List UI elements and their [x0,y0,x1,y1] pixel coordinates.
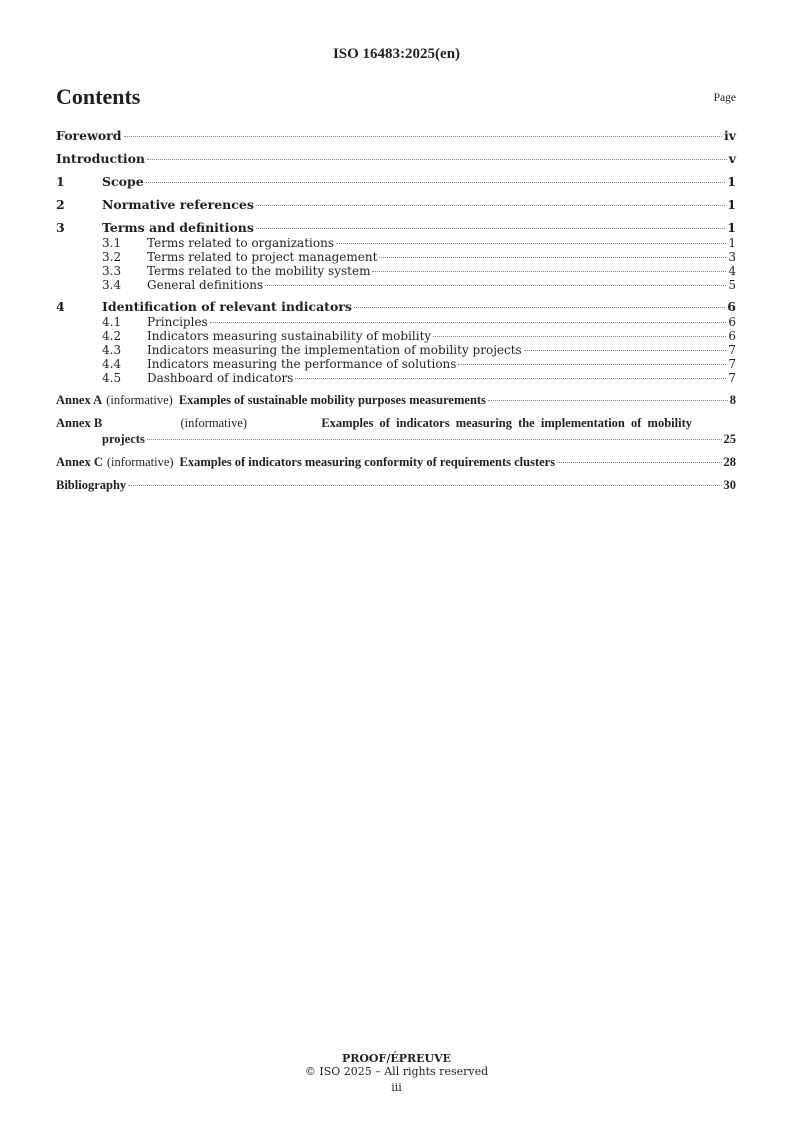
proof-label: PROOF/ÉPREUVE [341,1052,452,1065]
toc-entry-subclause-3-3[interactable] [56,264,736,278]
toc-entry-title: Identification of relevant indicators [102,299,352,314]
toc-entry-title: Indicators measuring the implementation of mobility projects [147,343,522,357]
toc-entry-clause-1[interactable] [56,174,736,190]
subclause-number: 3.2 [102,250,122,264]
toc-entry-title-line1: Examples of indicators measuring the implementation of mobility [321,416,692,430]
dot-leader [458,364,726,365]
toc-entry-page: 8 [729,393,736,407]
toc-entry-subclause-3-1[interactable] [56,236,736,250]
subclause-number: 4.4 [102,357,122,371]
copyright-notice: © ISO 2025 – All rights reserved [304,1065,489,1078]
subclause-number: 3.4 [102,278,122,292]
annex-label: Annex C [56,455,103,469]
toc-entry-title: Terms and definitions [102,220,254,235]
dot-leader [379,257,726,258]
annex-type: (informative) [106,455,174,469]
toc-entry-page: 1 [728,236,736,250]
dot-leader [210,322,727,323]
toc-entry-title: Bibliography [56,478,127,492]
toc-entry-page: 1 [727,220,736,235]
toc-entry-foreword[interactable] [56,128,736,144]
toc-entry-subclause-3-2[interactable] [56,250,736,264]
toc-entry-bibliography[interactable] [56,477,736,493]
toc-entry-subclause-3-4[interactable] [56,278,736,292]
toc-entry-clause-3[interactable] [56,220,736,236]
subclause-number: 4.1 [102,315,122,329]
toc-entry-page: 1 [727,174,736,189]
annex-label: Annex A [56,393,103,407]
toc-entry-annex-a[interactable] [56,392,736,408]
toc-entry-subclause-4-5[interactable] [56,371,736,385]
toc-entry-subclause-4-1[interactable] [56,315,736,329]
toc-entry-page: 30 [723,478,736,492]
toc-entry-annex-c[interactable] [56,454,736,470]
toc-entry-title: Terms related to organizations [147,236,334,250]
subclause-number: 4.2 [102,329,122,343]
toc-entry-title: Principles [147,315,208,329]
annex-b-first-line [56,415,692,431]
annex-label: Annex B [56,416,103,430]
page-footer [0,1052,793,1094]
toc-entry-page: 7 [728,343,736,357]
toc-entry-page: 5 [728,278,736,292]
dot-leader [265,285,726,286]
toc-entry-title: Dashboard of indicators [147,371,294,385]
clause-number: 4 [56,299,65,314]
dot-leader [433,336,726,337]
toc-entry-title: Indicators measuring sustainability of mobility [147,329,432,343]
page-column-label: Page [713,92,736,104]
dot-leader [146,182,726,183]
toc-entry-page: 1 [727,197,736,212]
toc-entry-introduction[interactable] [56,151,736,167]
toc-entry-page: 28 [723,455,736,469]
toc-entry-title: Examples of indicators measuring conformity of requirements clusters [179,455,556,469]
toc-entry-title-line2: projects [102,432,145,446]
dot-leader [488,400,728,401]
toc-entry-title: Terms related to the mobility system [147,264,371,278]
dot-leader [295,378,726,379]
page-number: iii [391,1081,402,1094]
subclause-number: 3.3 [102,264,122,278]
clause-number: 2 [56,197,65,212]
dot-leader [336,243,726,244]
dot-leader [147,439,722,440]
annex-type: (informative) [106,393,173,407]
dot-leader [372,271,726,272]
toc-entry-title: Indicators measuring the performance of solutions [147,357,457,371]
clause-number: 3 [56,220,65,235]
toc-entry-page: 4 [728,264,736,278]
clause-number: 1 [56,174,65,189]
toc-entry-page: 6 [728,329,736,343]
toc-entry-page: 6 [727,299,736,314]
toc-entry-page: 6 [728,315,736,329]
document-id-header: ISO 16483:2025(en) [332,46,461,62]
dot-leader [524,350,727,351]
subclause-number: 3.1 [102,236,122,250]
toc-entry-page: 25 [723,432,736,446]
dot-leader [128,485,721,486]
toc-entry-clause-2[interactable] [56,197,736,213]
dot-leader [256,205,725,206]
toc-entry-page: v [728,151,736,166]
toc-entry-title: Terms related to project management [147,250,378,264]
toc-entry-title: Examples of sustainable mobility purposes measurements [178,393,486,407]
toc-entry-subclause-4-4[interactable] [56,357,736,371]
toc-entry-title: General definitions [147,278,264,292]
dot-leader [557,462,721,463]
subclause-number: 4.5 [102,371,122,385]
annex-type: (informative) [180,416,248,430]
subclause-number: 4.3 [102,343,122,357]
contents-heading: Contents [56,84,141,109]
toc-entry-subclause-4-2[interactable] [56,329,736,343]
toc-entry-annex-b[interactable] [56,415,736,447]
toc-entry-clause-4[interactable] [56,299,736,315]
dot-leader [354,307,725,308]
toc-entry-subclause-4-3[interactable] [56,343,736,357]
toc-entry-page: 3 [728,250,736,264]
toc-entry-title: Scope [102,174,144,189]
toc-entry-page: 7 [728,371,736,385]
toc-entry-page: 7 [728,357,736,371]
toc-entry-title: Normative references [102,197,254,212]
toc-entry-title: Foreword [56,128,122,143]
toc-entry-title: Introduction [56,151,146,166]
dot-leader [124,136,722,137]
dot-leader [147,159,727,160]
annex-b-second-line [56,431,736,447]
dot-leader [256,228,725,229]
table-of-contents [56,128,736,493]
toc-entry-page: iv [723,128,736,143]
